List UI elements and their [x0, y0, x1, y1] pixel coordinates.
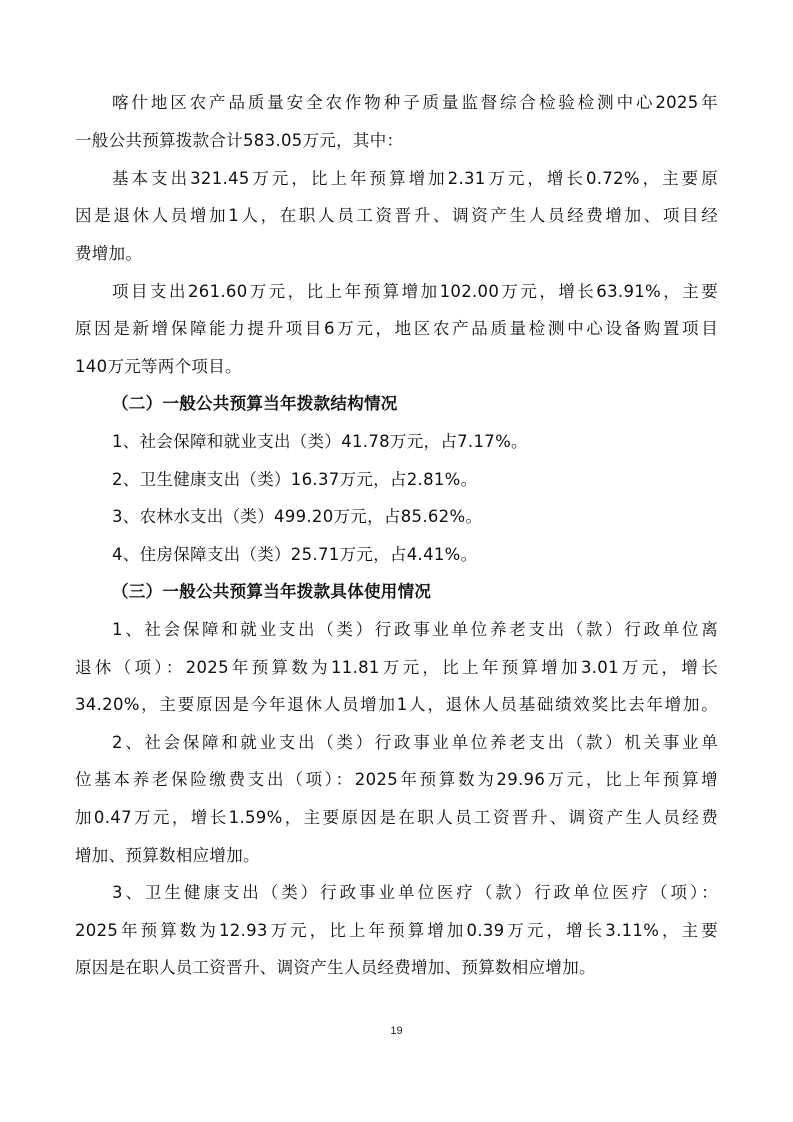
paragraph-line: 2025年预算数为12.93万元，比上年预算增加0.39万元，增长3.11%，主要: [75, 921, 718, 940]
list-item: 1、社会保障和就业支出（类）41.78万元，占7.17%。: [112, 432, 528, 451]
paragraph-line: 加0.47万元，增长1.59%，主要原因是在职人员工资晋升、调资产生人员经费: [75, 808, 718, 827]
paragraph-line: 2、社会保障和就业支出（类）行政事业单位养老支出（款）机关事业单: [112, 733, 718, 752]
paragraph-line: 基本支出321.45万元，比上年预算增加2.31万元，增长0.72%，主要原: [112, 169, 718, 188]
paragraph-line: 费增加。: [75, 244, 143, 263]
paragraph-line: 项目支出261.60万元，比上年预算增加102.00万元，增长63.91%，主要: [112, 282, 718, 301]
paragraph-line: 140万元等两个项目。: [75, 357, 242, 376]
paragraph-line: 位基本养老保险缴费支出（项）：2025年预算数为29.96万元，比上年预算增: [75, 770, 718, 789]
paragraph-line: 因是退休人员增加1人，在职人员工资晋升、调资产生人员经费增加、项目经: [75, 206, 718, 225]
paragraph-line: 1、社会保障和就业支出（类）行政事业单位养老支出（款）行政单位离: [112, 620, 718, 639]
paragraph-line: 退休（项）：2025年预算数为11.81万元，比上年预算增加3.01万元，增长: [75, 658, 718, 677]
paragraph-line: 一般公共预算拨款合计583.05万元，其中：: [75, 131, 404, 150]
paragraph-line: 3、卫生健康支出（类）行政事业单位医疗（款）行政单位医疗（项）：: [112, 883, 718, 902]
page-number: 19: [390, 1025, 403, 1037]
list-item: 4、住房保障支出（类）25.71万元，占4.41%。: [112, 545, 478, 564]
paragraph-line: 增加、预算数相应增加。: [75, 846, 260, 865]
paragraph-line: 原因是在职人员工资晋升、调资产生人员经费增加、预算数相应增加。: [75, 958, 596, 977]
paragraph-line: 喀什地区农产品质量安全农作物种子质量监督综合检验检测中心2025年: [112, 93, 718, 112]
list-item: 3、农林水支出（类）499.20万元，占85.62%。: [112, 507, 483, 526]
section-heading: （二）一般公共预算当年拨款结构情况: [112, 394, 398, 413]
paragraph-line: 原因是新增保障能力提升项目6万元，地区农产品质量检测中心设备购置项目: [75, 319, 718, 338]
list-item: 2、卫生健康支出（类）16.37万元，占2.81%。: [112, 470, 478, 489]
paragraph-line: 34.20%，主要原因是今年退休人员增加1人，退休人员基础绩效奖比去年增加。: [75, 695, 718, 714]
section-heading: （三）一般公共预算当年拨款具体使用情况: [112, 582, 432, 601]
